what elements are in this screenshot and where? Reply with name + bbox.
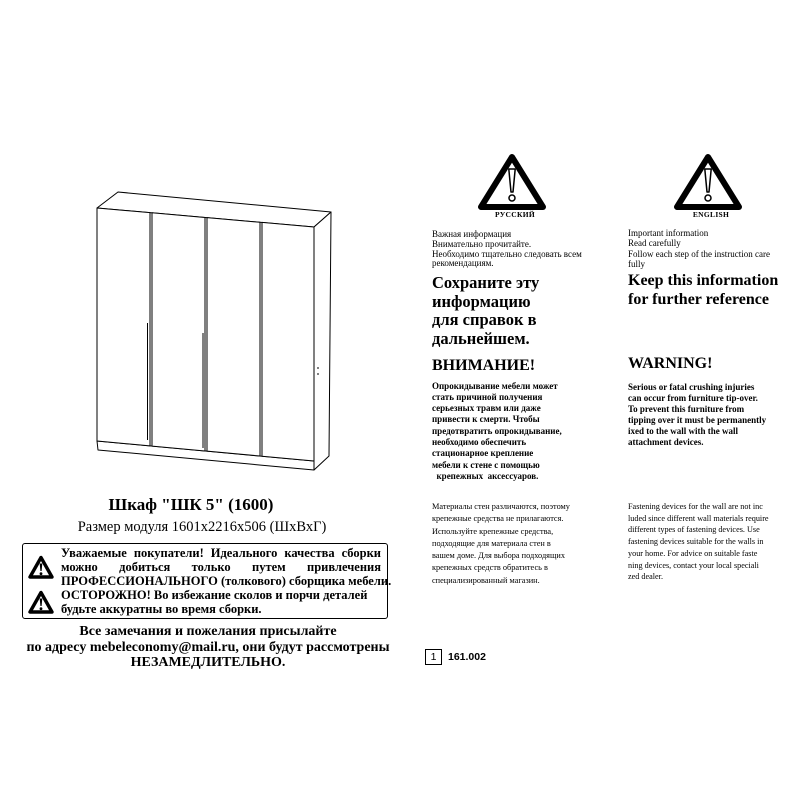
russian-intro-line: Внимательно прочитайте. [432, 238, 532, 249]
assembly-notice-line: можно добиться только путем привлечения [61, 560, 381, 574]
russian-intro [432, 230, 617, 269]
warning-icon [27, 554, 55, 580]
wardrobe-door-3 [207, 218, 260, 456]
russian-warning-line: серьезных травм или даже [432, 403, 541, 414]
russian-fastening-text [432, 501, 617, 587]
assembly-notice [61, 546, 392, 588]
russian-fastening-line: Материалы стен различаются, поэтому [432, 502, 570, 511]
russian-warning-line: стать причиной получения [432, 391, 543, 402]
russian-warning-line: необходимо обеспечить [432, 436, 527, 447]
wardrobe-side-panel [314, 212, 331, 470]
russian-keep-notice [432, 274, 617, 348]
russian-keep-line: Сохраните эту [432, 273, 540, 292]
wardrobe-door-4 [262, 222, 314, 461]
russian-fastening-line: крепежных средств обратитесь в [432, 563, 548, 573]
wardrobe-door-1 [97, 208, 150, 446]
warning-icon [27, 589, 55, 615]
caution-notice [61, 589, 381, 616]
english-fastening-text [628, 501, 796, 583]
russian-warning-line: Опрокидывание мебели может [432, 380, 558, 391]
russian-keep-line: дальнейшем. [432, 328, 530, 348]
russian-fastening-line: вашем доме. Для выбора подходящих [432, 551, 565, 561]
wardrobe-drawing [90, 180, 340, 480]
feedback-line: по адресу mebeleconomy@mail.ru, они будут рассмотрены [26, 639, 390, 655]
english-warning-line: attachment devices. [628, 436, 704, 447]
russian-fastening-line: специализированный магазин. [432, 575, 540, 585]
english-warning-text [628, 382, 796, 448]
product-size: Размер модуля 1601х2216х506 (ШхВхГ) [77, 519, 327, 535]
russian-fastening-line: Используйте крепежные средства, [432, 526, 554, 536]
russian-fastening-line: подходящие для материала стен в [432, 538, 551, 548]
product-title: Шкаф "ШК 5" (1600) [108, 495, 274, 514]
english-warning-heading: WARNING! [628, 355, 713, 372]
russian-warning-line: привести к смерти. Чтобы [432, 414, 540, 425]
english-keep-line: Keep this information [628, 272, 779, 289]
english-fastening-line: different types of fastening devices. Use [628, 525, 760, 535]
caution-notice-line: ОСТОРОЖНО! Во избежание сколов и порчи деталей [61, 588, 368, 602]
russian-keep-line: для справок в [432, 310, 537, 330]
russian-warning-line: стационарное крепление [432, 448, 534, 459]
english-warning-line: can occur from furniture tip-over. [628, 392, 758, 403]
warning-icon [673, 152, 743, 212]
english-fastening-line: luded since different wall materials require [628, 513, 769, 523]
russian-warning-text [432, 381, 617, 483]
english-keep-notice [628, 271, 796, 309]
english-intro-line: fully [628, 258, 645, 269]
russian-fastening-line: крепежные средства не прилагаются. [432, 514, 564, 524]
caution-notice-line: будьте аккуратны во время сборки. [61, 601, 262, 616]
english-label: ENGLISH [692, 210, 730, 219]
russian-intro-line: Важная информация [432, 229, 512, 239]
english-intro-line: Follow each step of the instruction care [628, 248, 770, 259]
russian-intro-line: рекомендациям. [432, 258, 494, 269]
russian-intro-line: Необходимо тщательно следовать всем [432, 248, 582, 259]
english-fastening-line: your home. For advice on suitable faste [628, 548, 758, 558]
russian-label: РУССКИЙ [495, 210, 535, 219]
english-warning-line: tipping over it must be permanently [628, 414, 767, 425]
english-warning-line: Serious or fatal crushing injuries [628, 381, 755, 392]
english-warning-line: ixed to the wall with the wall [628, 425, 738, 436]
english-fastening-line: fastening devices suitable for the walls in [628, 537, 764, 547]
english-intro-line: Read carefully [628, 238, 681, 249]
feedback-line: Все замечания и пожелания присылайте [79, 624, 337, 639]
english-warning-line: To prevent this furniture from [628, 403, 745, 414]
feedback-notice [0, 624, 416, 671]
russian-warning-line: крепежных аксессуаров. [432, 470, 539, 481]
page-number: 1 [425, 649, 442, 665]
english-fastening-line: Fastening devices for the wall are not inc [628, 502, 763, 511]
feedback-line: НЕЗАМЕДЛИТЕЛЬНО. [130, 655, 286, 670]
english-intro [628, 228, 796, 269]
assembly-notice-line: ПРОФЕССИОНАЛЬНОГО (толкового) сборщика мебели. [61, 574, 392, 588]
warning-icon [477, 152, 547, 212]
wardrobe-door-2 [152, 213, 205, 451]
english-intro-line: Important information [628, 228, 709, 238]
english-fastening-line: zed dealer. [628, 572, 664, 582]
russian-warning-line: предотвратить опрокидывание, [432, 425, 562, 436]
english-keep-line: for further reference [628, 291, 769, 308]
russian-warning-heading: ВНИМАНИЕ! [432, 357, 536, 374]
russian-keep-line: информацию [432, 291, 531, 311]
russian-warning-line: мебели к стене с помощью [432, 459, 540, 470]
document-code: 161.002 [448, 651, 486, 663]
english-fastening-line: ning devices, contact your local speciali [628, 560, 759, 570]
notice-box [22, 543, 392, 619]
assembly-notice-line: Уважаемые покупатели! Идеального качества сборки [61, 546, 381, 560]
